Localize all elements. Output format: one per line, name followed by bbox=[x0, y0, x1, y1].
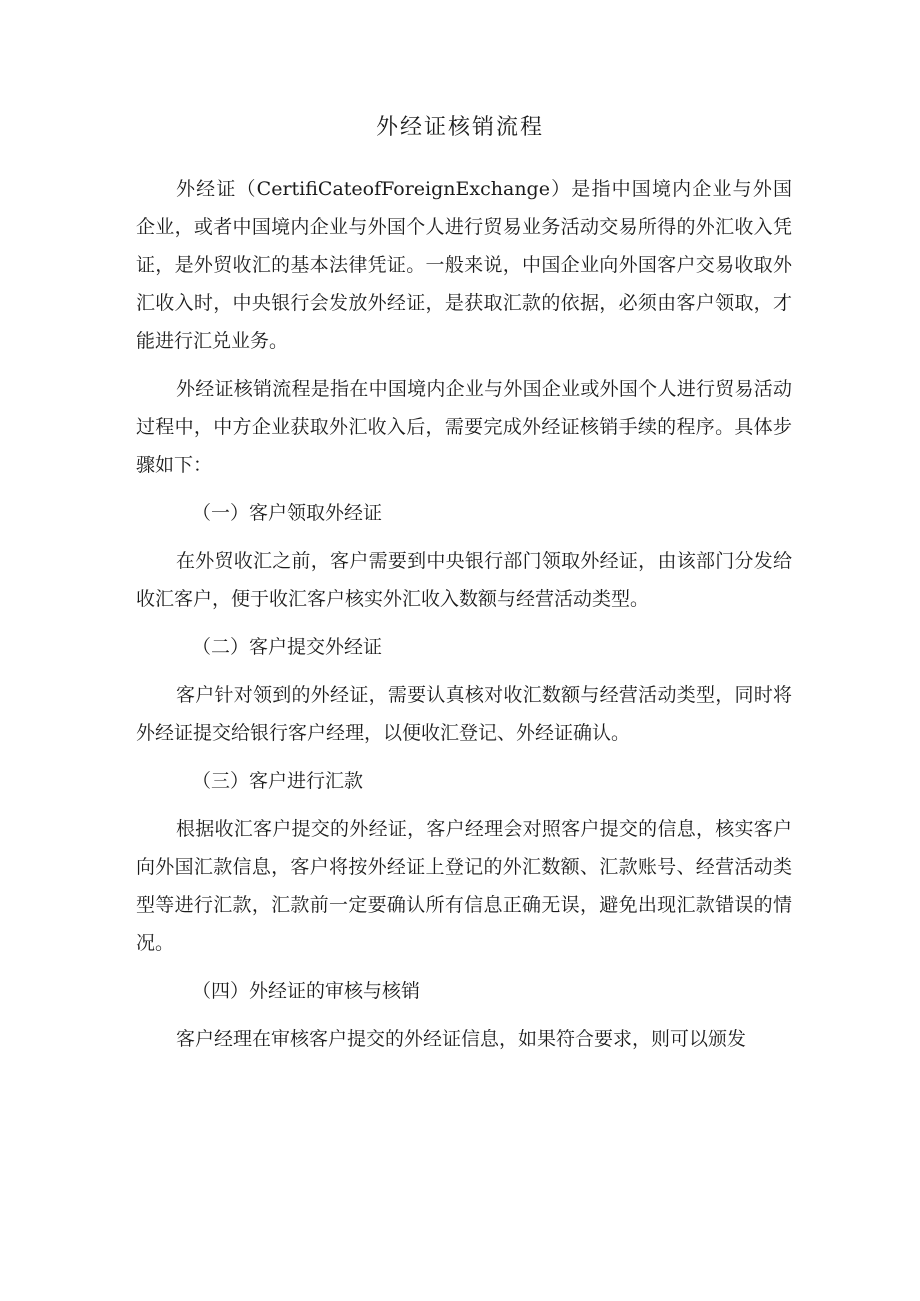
document-title: 外经证核销流程 bbox=[375, 115, 544, 140]
intro-paragraph-2: 外经证核销流程是指在中国境内企业与外国企业或外国个人进行贸易活动过程中，中方企业获取外汇收入后，需要完成外经证核销手续的程序。具体步骤如下： bbox=[136, 378, 792, 476]
section-text-4: 客户经理在审核客户提交的外经证信息，如果符合要求，则可以颁发 bbox=[176, 1028, 747, 1050]
section-text-2: 客户针对领到的外经证，需要认真核对收汇数额与经营活动类型，同时将外经证提交给银行客户经理，以便收汇登记、外经证确认。 bbox=[136, 684, 792, 744]
intro-paragraph-1: 外经证（CertifiCateofForeignExchange）是指中国境内企业与外国企业，或者中国境内企业与外国个人进行贸易业务活动交易所得的外汇收入凭证，是外贸收汇的基本法律凭证。一般来说，中国企业向外国客户交易收取外汇收入时，中央银行会发放外经证，是获取汇款的依据，必须由客户领取，才能进行汇兑业务。 bbox=[136, 178, 792, 352]
section-heading-1: （一）客户领取外经证 bbox=[192, 502, 383, 524]
document-body bbox=[136, 170, 792, 1068]
section-heading-3: （三）客户进行汇款 bbox=[192, 770, 364, 792]
section-text-1: 在外贸收汇之前，客户需要到中央银行部门领取外经证，由该部门分发给收汇客户，便于收汇客户核实外汇收入数额与经营活动类型。 bbox=[136, 550, 792, 610]
section-heading-2: （二）客户提交外经证 bbox=[192, 636, 383, 658]
section-text-3: 根据收汇客户提交的外经证，客户经理会对照客户提交的信息，核实客户向外国汇款信息，客户将按外经证上登记的外汇数额、汇款账号、经营活动类型等进行汇款，汇款前一定要确认所有信息正确无误，避免出现汇款错误的情况。 bbox=[136, 818, 792, 954]
section-heading-4: （四）外经证的审核与核销 bbox=[192, 980, 421, 1002]
